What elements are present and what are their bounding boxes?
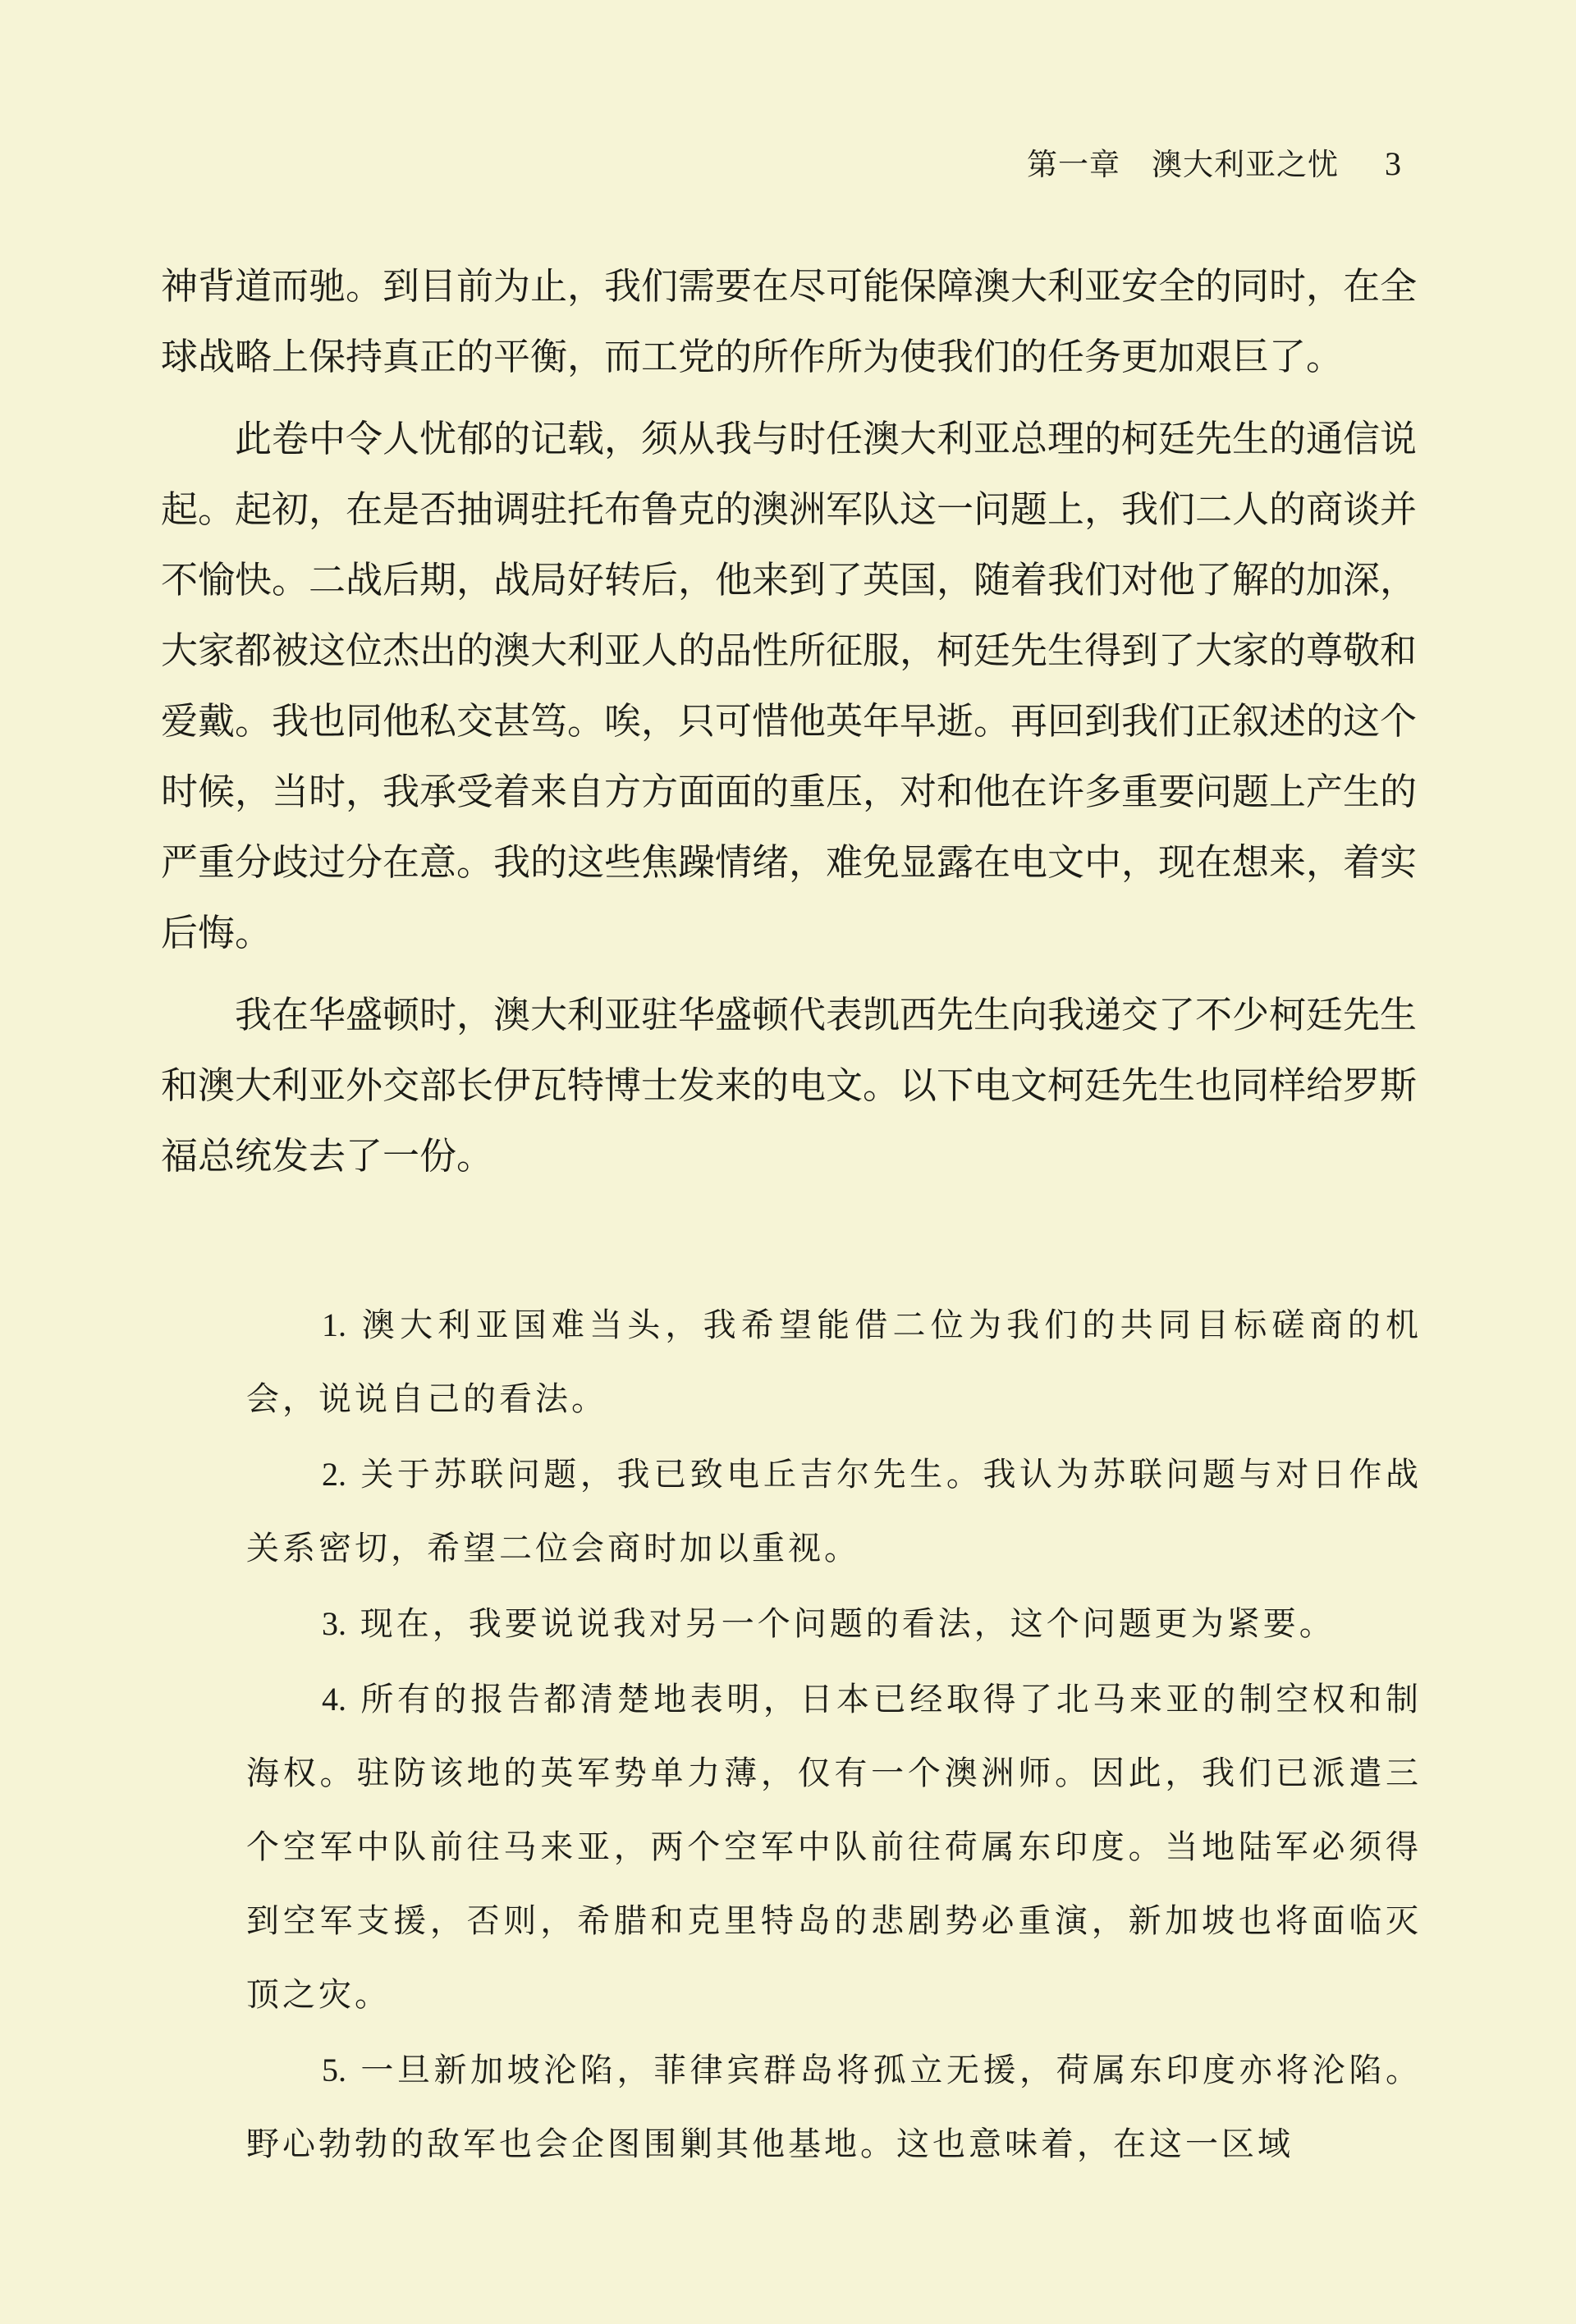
telegram-item [246, 1438, 1422, 1585]
paragraph: 我在华盛顿时，澳大利亚驻华盛顿代表凯西先生向我递交了不少柯廷先生和澳大利亚外交部长伊瓦特博士发来的电文。以下电文柯廷先生也同样给罗斯福总统发去了一份。 [161, 993, 1418, 1178]
item-number: 1. [322, 1306, 346, 1343]
item-number: 3. [322, 1605, 346, 1642]
telegram-item [246, 1663, 1422, 2032]
running-header [1027, 140, 1402, 184]
chapter-title: 第一章 澳大利亚之忧 [1027, 147, 1339, 182]
paragraph: 此卷中令人忧郁的记载，须从我与时任澳大利亚总理的柯廷先生的通信说起。起初，在是否抽调驻托布鲁克的澳洲军队这一问题上，我们二人的商谈并不愉快。二战后期，战局好转后，他来到了英国，随着我们对他了解的加深，大家都被这位杰出的澳大利亚人的品性所征服，柯廷先生得到了大家的尊敬和爱戴。我也同他私交甚笃。唉，只可惜他英年早逝。再回到我们正叙述的这个时候，当时，我承受着来自方方面面的重压，对和他在许多重要问题上产生的严重分歧过分在意。我的这些焦躁情绪，难免显露在电文中，现在想来，着实后悔。 [161, 417, 1418, 954]
telegram-item [246, 2034, 1422, 2181]
item-text: 澳大利亚国难当头，我希望能借二位为我们的共同目标磋商的机会，说说自己的看法。 [246, 1306, 1422, 1418]
item-text: 一旦新加坡沦陷，菲律宾群岛将孤立无援，荷属东印度亦将沦陷。野心勃勃的敌军也会企图围剿其他基地。这也意味着，在这一区域 [246, 2052, 1422, 2163]
paragraph: 神背道而驰。到目前为止，我们需要在尽可能保障澳大利亚安全的同时，在全球战略上保持真正的平衡，而工党的所作所为使我们的任务更加艰巨了。 [161, 264, 1418, 378]
item-number: 4. [322, 1681, 346, 1718]
item-number: 2. [322, 1456, 346, 1493]
telegram-item [246, 1587, 1422, 1661]
item-number: 5. [322, 2052, 346, 2088]
item-text: 现在，我要说说我对另一个问题的看法，这个问题更为紧要。 [360, 1605, 1335, 1643]
body-text [161, 251, 1417, 1203]
telegram-item [246, 1288, 1422, 1436]
item-text: 所有的报告都清楚地表明，日本已经取得了北马来亚的制空权和制海权。驻防该地的英军势单力薄，仅有一个澳洲师。因此，我们已派遣三个空军中队前往马来亚，两个空军中队前往荷属东印度。当地陆军必须得到空军支援，否则，希腊和克里特岛的悲剧势必重演，新加坡也将面临灭顶之灾。 [246, 1681, 1422, 2014]
page-number: 3 [1385, 145, 1402, 182]
item-text: 关于苏联问题，我已致电丘吉尔先生。我认为苏联问题与对日作战关系密切，希望二位会商时加以重视。 [246, 1456, 1422, 1567]
quoted-telegram [246, 1288, 1422, 2183]
